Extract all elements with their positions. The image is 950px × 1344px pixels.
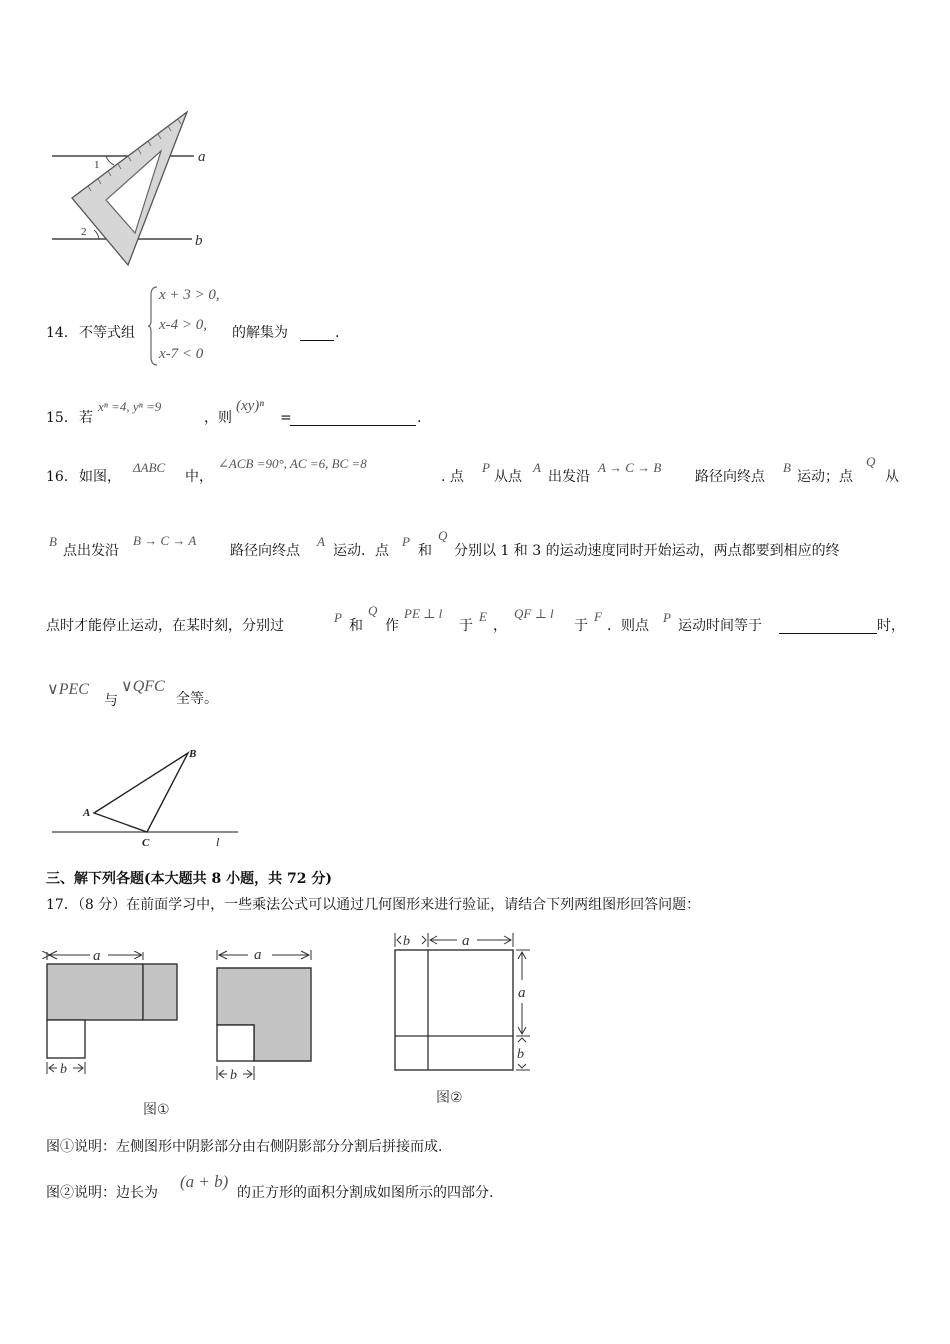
q16-line3-P2: P — [663, 610, 671, 625]
q16-text-2: . 点 — [441, 469, 464, 485]
q15-answer-blank[interactable] — [290, 411, 416, 426]
angle2-label: 2 — [81, 226, 87, 238]
q16-text-12: 点时才能停止运动，在某时刻，分别过 — [46, 618, 284, 634]
fig1-caption: 图① — [143, 1102, 170, 1118]
fig1-left-shaded-strip — [143, 964, 177, 1020]
q16-path2: B → C → A — [133, 533, 197, 548]
q16-QF-perp: QF ⊥ l — [514, 606, 554, 621]
q14-brace — [147, 285, 159, 367]
q17-figure-2 — [385, 925, 545, 1080]
q17-figure-1 — [40, 938, 340, 1123]
q16-number: 16． — [46, 469, 78, 485]
q14-ineq2: x-4 > 0, — [159, 317, 208, 333]
q15-end: . — [417, 410, 422, 426]
q16-triangle-QFC: ∨QFC — [121, 678, 165, 695]
q14-lead: 不等式组 — [79, 325, 135, 341]
fig2-label-a-top: a — [462, 933, 470, 949]
q16-text-16: 全等。 — [176, 691, 218, 707]
q16-line3-P: P — [334, 610, 342, 625]
q17-note-2-post: 的正方形的面积分割成如图所示的四部分. — [237, 1185, 494, 1201]
fig1-label-b-right: b — [230, 1068, 237, 1083]
q15-ze: ，则 — [204, 410, 232, 426]
question-15 — [46, 393, 446, 429]
fig2-label-b-top: b — [403, 934, 410, 949]
q14-answer-blank[interactable] — [300, 326, 334, 341]
q16-text-1: 如图， — [79, 469, 121, 485]
q16-line3-Q: Q — [368, 603, 378, 618]
q14-end: . — [335, 325, 340, 341]
angle1-arc — [106, 156, 114, 165]
q16-text-15: 时， — [877, 618, 905, 634]
q16-text-10: 运动．点 — [333, 543, 389, 559]
q17-note-1: 图①说明：左侧图形中阴影部分由右侧阴影部分分割后拼接而成. — [46, 1139, 443, 1155]
angle2-arc — [94, 230, 99, 239]
q16-text-4: 出发沿 — [548, 469, 590, 485]
section-3-heading: 三、解下列各题(本大题共 8 小题，共 72 分) — [46, 871, 332, 887]
q14-ineq1: x + 3 > 0, — [159, 287, 220, 303]
q16-triangle-figure — [46, 742, 246, 852]
fig2-label-b-right: b — [517, 1047, 524, 1062]
label-C: C — [142, 837, 150, 849]
fig1-label-a-left: a — [93, 948, 101, 964]
triangle-ABC — [94, 753, 188, 832]
q16-triangle-PEC: ∨PEC — [47, 681, 89, 698]
fig1-left-white-square — [47, 1020, 85, 1058]
q16-zhong: 中， — [185, 469, 213, 485]
q16-comma: ， — [493, 618, 507, 634]
q16-text-11: 分别以 1 和 3 的运动速度同时开始运动，两点都要到相应的终 — [454, 543, 840, 559]
q16-text-8: 点出发沿 — [63, 543, 119, 559]
q16-yu-3: 与 — [104, 693, 118, 709]
q16-Q: Q — [866, 454, 876, 469]
q16-path1: A → C → B — [598, 460, 662, 475]
q17-note-2-pre: 图②说明：边长为 — [46, 1185, 158, 1201]
q17-intro: 17．（8 分）在前面学习中，一些乘法公式可以通过几何图形来进行验证，请结合下列两组图形回答问题： — [46, 897, 701, 913]
fig2-caption: 图② — [436, 1090, 463, 1106]
q16-text-14: 运动时间等于 — [678, 618, 762, 634]
q16-answer-blank[interactable] — [779, 619, 877, 634]
q16-zuo: 作 — [385, 618, 399, 634]
q16-F: F — [594, 609, 602, 624]
q16-text-9: 路径向终点 — [230, 543, 300, 559]
fig1-label-b-left: b — [60, 1062, 67, 1077]
question-16 — [0, 450, 950, 720]
label-B: B — [189, 748, 197, 760]
q16-text-3: 从点 — [494, 469, 522, 485]
q17-note-2-expr: (a + b) — [180, 1172, 229, 1191]
q16-line2-P: P — [402, 534, 410, 549]
q16-he: 和 — [418, 543, 432, 559]
q15-ruo: 若 — [79, 410, 93, 426]
angle1-label: 1 — [94, 159, 100, 171]
label-l: l — [216, 835, 220, 849]
q16-P: P — [482, 460, 490, 475]
fig1-label-a-right: a — [254, 947, 262, 963]
q16-line2-B: B — [49, 534, 57, 549]
fig1-left-shaded-rect — [47, 964, 143, 1020]
q16-PE-perp: PE ⊥ l — [404, 606, 443, 621]
q17-note-2 — [46, 1172, 646, 1208]
q16-text-13: ．则点 — [607, 618, 649, 634]
q16-A: A — [533, 460, 541, 475]
q16-yu-1: 于 — [459, 618, 473, 634]
q15-number: 15． — [46, 410, 78, 426]
label-A: A — [83, 807, 91, 819]
q16-E: E — [479, 609, 487, 624]
q15-equals: = — [280, 410, 292, 426]
q16-line2-Q: Q — [438, 528, 448, 543]
q14-number: 14． — [46, 325, 78, 341]
q16-text-6: 运动；点 — [797, 469, 853, 485]
q16-text-5: 路径向终点 — [695, 469, 765, 485]
q16-triangle: ΔABC — [133, 460, 166, 475]
q16-line2-A: A — [317, 534, 325, 549]
q16-condition: ∠ACB =90°, AC =6, BC =8 — [218, 456, 367, 471]
fig1-right-white-square — [217, 1025, 254, 1061]
q16-B: B — [783, 460, 791, 475]
q16-text-7: 从 — [885, 469, 899, 485]
fig2-label-a-right: a — [518, 985, 526, 1001]
line-b-label: b — [195, 233, 203, 249]
fig2-big-square — [395, 950, 513, 1070]
parallel-lines-triangle-figure — [44, 105, 224, 275]
q15-expression: (xy)ⁿ — [236, 398, 265, 414]
q14-tail: 的解集为 — [232, 325, 288, 341]
line-a-label: a — [198, 149, 206, 165]
q16-yu-2: 于 — [574, 618, 588, 634]
q14-ineq3: x-7 < 0 — [159, 346, 204, 362]
question-14 — [46, 283, 446, 368]
q16-he-2: 和 — [349, 618, 363, 634]
q15-condition: xⁿ =4, yⁿ =9 — [98, 399, 162, 414]
